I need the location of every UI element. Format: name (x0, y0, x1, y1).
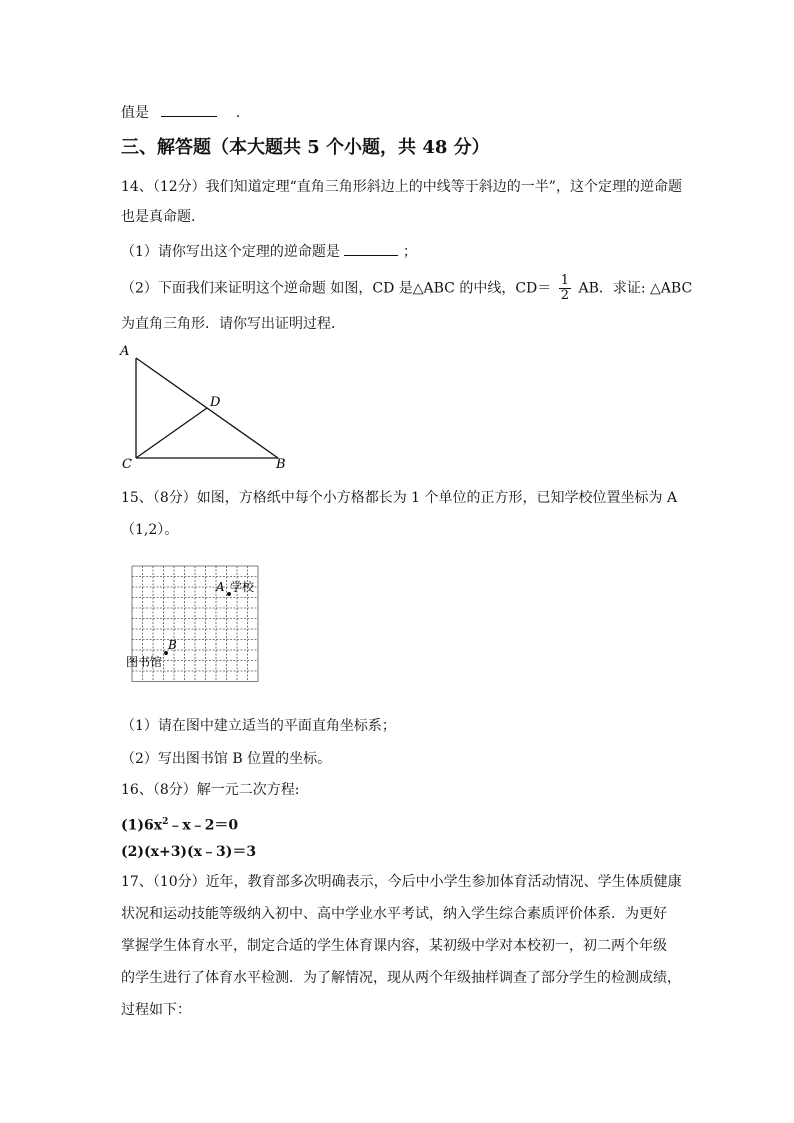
q15-part2: （2）写出图书馆 B 位置的坐标。 (121, 751, 332, 767)
q15-line2: （1,2）。 (121, 522, 179, 538)
q16-eq2: (2)(x+3)(x﹣3)＝3 (121, 844, 257, 860)
label-b: B (276, 457, 286, 472)
q16-eq1: $(1)6x^2﹣x﹣2=0$ (121, 817, 239, 834)
answer-blank[interactable] (161, 102, 217, 117)
q14-part2: （2）下面我们来证明这个逆命题 如图，CD 是△ABC 的中线，CD＝ $\frac{1}{2}$ AB．求证: △ABC (121, 273, 693, 303)
triangle-figure (112, 340, 297, 475)
median-cd (136, 408, 207, 458)
q17-line3: 掌握学生体育水平，制定合适的学生体育课内容，某初级中学对本校初一，初二两个年级 (121, 938, 667, 954)
school-label: 学校 (230, 580, 255, 594)
library-point-label: B (168, 638, 177, 652)
q14-answer-blank[interactable] (344, 241, 398, 256)
q14-part2-line2: 为直角三角形．请你写出证明过程． (121, 316, 345, 332)
q14-line2: 也是真命题． (121, 209, 205, 225)
fraction-one-half: $\frac{1}{2}$ (560, 273, 570, 303)
q17-line5: 过程如下： (121, 1002, 191, 1018)
library-label: 图书馆 (126, 655, 163, 669)
school-point-label: A (216, 580, 225, 594)
label-a: A (120, 344, 130, 359)
q14-part1: （1）请你写出这个定理的逆命题是 ； (121, 241, 417, 262)
grid-map-figure (120, 560, 270, 690)
q14-line1: 14、（12分）我们知道定理“直角三角形斜边上的中线等于斜边的一半”，这个定理的逆命题 (121, 179, 682, 195)
label-d: D (210, 395, 221, 410)
q17-line1: 17、（10分）近年，教育部多次明确表示，今后中小学生参加体育活动情况、学生体质健康 (121, 874, 682, 890)
q17-line4: 的学生进行了体育水平检测．为了解情况，现从两个年级抽样调查了部分学生的检测成绩， (121, 970, 681, 986)
q16-line1: 16、（8分）解一元二次方程: (121, 782, 300, 798)
continuation-line: 值是 ． (121, 102, 250, 123)
q15-line1: 15、（8分）如图，方格纸中每个小方格都长为 1 个单位的正方形，已知学校位置坐标为 A (121, 490, 678, 506)
label-c: C (122, 457, 132, 472)
section-title: 三、解答题（本大题共 5 个小题，共 48 分） (121, 137, 490, 158)
q17-line2: 状况和运动技能等级纳入初中、高中学业水平考试，纳入学生综合素质评价体系．为更好 (121, 906, 667, 922)
q15-part1: （1）请在图中建立适当的平面直角坐标系； (121, 718, 396, 734)
